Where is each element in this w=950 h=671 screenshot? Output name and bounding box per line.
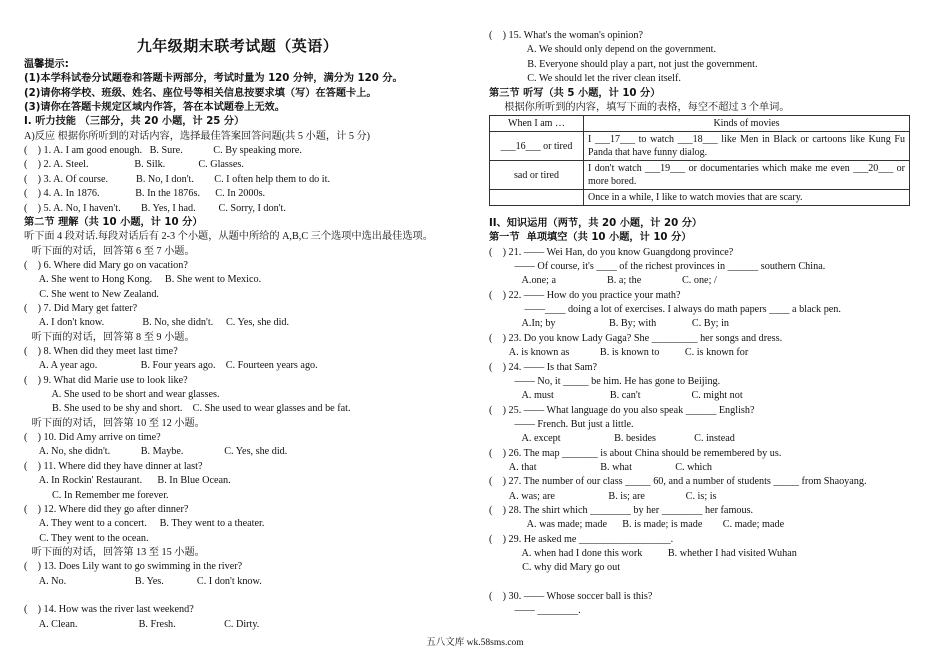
text-line: 听下面 4 段对话.每段对话后有 2-3 个小题，从题中所给的 A,B,C 三个选项中选出最佳选项。 — [24, 231, 433, 243]
section-heading: 温馨提示: — [24, 59, 69, 70]
text-line: ( ) 10. Did Amy arrive on time? — [24, 432, 161, 444]
text-line: ——____ doing a lot of exercises. I always do math papers ____ a black pen. — [489, 304, 841, 316]
section-heading: 第一节 单项填空（共 10 小题，计 10 分） — [489, 232, 692, 244]
text-line: C. why did Mary go out — [489, 562, 621, 574]
text-line: A. must B. can't C. might not — [489, 390, 743, 402]
text-line: A. except B. besides C. instead — [489, 433, 735, 445]
footer-watermark: 五八文库 wk.58sms.com — [426, 638, 524, 648]
text-line: 听下面的对话，回答第 6 至 7 小题。 — [24, 245, 195, 257]
text-line: ( ) 28. The shirt which ________ by her ________ her famous. — [489, 505, 754, 516]
text-line: ( ) 21. —— Wei Han, do you know Guangdong province? — [489, 246, 734, 258]
section-heading: I. 听力技能 （三部分，共 20 小题，计 25 分） — [24, 116, 245, 128]
text-line: ( ) 27. The number of our class _____ 60, and a number of students _____ from Shaoyang. — [489, 476, 867, 488]
text-line: ( ) 4. A. In 1876. B. In the 1876s. C. In 2000s. — [24, 188, 266, 200]
text-line: A. Clean. B. Fresh. C. Dirty. — [24, 618, 260, 630]
table-row — [490, 190, 910, 206]
text-line: ( ) 29. He asked me __________________. — [489, 533, 674, 545]
table-cell: I ___17___ to watch ___18___ like Men in Black or cartoons like Kung Fu Panda that have funny dialog. — [584, 132, 910, 161]
section-heading: (1)本学科试卷分试题卷和答题卡两部分，考试时量为 120 分钟，满分为 120 分。 — [24, 73, 403, 85]
table-cell: ___16___ or tired — [490, 132, 584, 161]
table-cell: I don't watch ___19___ or documentaries which make me even ___20___ or more bored. — [584, 161, 910, 190]
text-line: —— No, it _____ be him. He has gone to Beijing. — [489, 375, 721, 387]
text-line: ( ) 14. How was the river last weekend? — [24, 604, 194, 616]
table-header-cell: When I am … — [490, 116, 584, 132]
text-line: ( ) 9. What did Marie use to look like? — [24, 374, 188, 386]
text-line: ( ) 3. A. Of course. B. No, I don't. C. I often help them to do it. — [24, 173, 331, 185]
page-title: 九年级期末联考试题（英语） — [136, 37, 339, 55]
dictation-table — [489, 115, 910, 206]
table-header-cell: Kinds of movies — [584, 116, 910, 132]
text-line: A. A year ago. B. Four years ago. C. Fourteen years ago. — [24, 360, 318, 372]
text-line: —— French. But just a little. — [489, 418, 634, 430]
text-line: A.one; a B. a; the C. one; / — [489, 275, 717, 287]
section-heading: 第二节 理解（共 10 小题，计 10 分） — [24, 216, 203, 228]
table-row — [490, 132, 910, 161]
text-line: ( ) 8. When did they meet last time? — [24, 346, 178, 357]
text-line: ( ) 22. —— How do you practice your math? — [489, 289, 681, 301]
text-line: A)反应 根据你所听到的对话内容，选择最佳答案回答问题(共 5 小题，计 5 分) — [24, 130, 371, 142]
text-line: ( ) 5. A. No, I haven't. B. Yes, I had. C. Sorry, I don't. — [24, 202, 286, 214]
text-line: ( ) 13. Does Lily want to go swimming in the river? — [24, 561, 243, 573]
text-line: 根据你所听到的内容，填写下面的表格，每空不超过 3 个单词。 — [489, 102, 790, 113]
text-line: A. They went to a concert. B. They went to a theater. — [24, 518, 265, 530]
text-line: ( ) 24. —— Is that Sam? — [489, 361, 598, 373]
text-line: ( ) 25. —— What language do you also speak ______ English? — [489, 404, 755, 416]
text-line: 听下面的对话，回答第 10 至 12 小题。 — [24, 417, 205, 429]
text-line: ( ) 1. A. I am good enough. B. Sure. C. By speaking more. — [24, 145, 302, 157]
text-line: A. I don't know. B. No, she didn't. C. Yes, she did. — [24, 317, 290, 329]
text-line: A. when had I done this work B. whether I had visited Wuhan — [489, 548, 797, 560]
text-line: C. We should let the river clean itself. — [489, 73, 681, 85]
text-line: ( ) 6. Where did Mary go on vacation? — [24, 259, 188, 271]
text-line: A. was made; made B. is made; is made C. made; made — [489, 519, 785, 531]
text-line: A. is known as B. is known to C. is known for — [489, 347, 749, 359]
text-line: ( ) 7. Did Mary get fatter? — [24, 302, 138, 314]
text-line: A. that B. what C. which — [489, 461, 712, 473]
text-line: ( ) 26. The map _______ is about China should be remembered by us. — [489, 447, 782, 459]
text-line: ( ) 23. Do you know Lady Gaga? She _________ her songs and dress. — [489, 332, 783, 344]
text-line: B. She used to be shy and short. C. She used to wear glasses and be fat. — [24, 403, 351, 415]
text-line: ( ) 11. Where did they have dinner at last? — [24, 460, 203, 472]
text-line: ( ) 2. A. Steel. B. Silk. C. Glasses. — [24, 159, 244, 171]
text-line: A. In Rockin' Restaurant. B. In Blue Ocean. — [24, 475, 231, 487]
text-line: 听下面的对话，回答第 8 至 9 小题。 — [24, 331, 195, 343]
text-line: A. She used to be short and wear glasses. — [24, 389, 220, 401]
text-line: C. They went to the ocean. — [24, 532, 149, 544]
table-cell: sad or tired — [490, 161, 584, 190]
section-heading: II、知识运用（两节，共 20 小题，计 20 分） — [489, 218, 703, 229]
text-line: ( ) 15. What's the woman's opinion? — [489, 30, 644, 41]
table-cell — [490, 190, 584, 206]
text-line: A.In; by B. By; with C. By; in — [489, 318, 729, 330]
table-header-row — [490, 116, 910, 132]
table-row — [490, 161, 910, 190]
text-line: —— Of course, it's ____ of the richest provinces in ______ southern China. — [489, 261, 826, 273]
text-line: A. She went to Hong Kong. B. She went to Mexico. — [24, 274, 262, 286]
text-line: A. was; are B. is; are C. is; is — [489, 490, 717, 502]
text-line: ( ) 12. Where did they go after dinner? — [24, 503, 189, 515]
text-line: C. In Remember me forever. — [24, 489, 169, 501]
text-line: —— ________. — [489, 605, 581, 617]
section-heading: (2)请你将学校、班级、姓名、座位号等相关信息按要求填（写）在答题卡上。 — [24, 87, 377, 99]
table-cell: Once in a while, I like to watch movies that are scary. — [584, 190, 910, 206]
text-line: A. No. B. Yes. C. I don't know. — [24, 575, 262, 587]
text-line: 听下面的对话，回答第 13 至 15 小题。 — [24, 546, 205, 558]
text-line: A. We should only depend on the government. — [489, 44, 717, 56]
text-line: B. Everyone should play a part, not just the government. — [489, 58, 758, 70]
section-heading: (3)请你在答题卡规定区域内作答，答在本试题卷上无效。 — [24, 102, 285, 114]
text-line: C. She went to New Zealand. — [24, 288, 159, 300]
section-heading: 第三节 听写（共 5 小题，计 10 分） — [489, 87, 661, 99]
text-line: ( ) 30. —— Whose soccer ball is this? — [489, 591, 653, 603]
text-line: A. No, she didn't. B. Maybe. C. Yes, she did. — [24, 446, 288, 458]
